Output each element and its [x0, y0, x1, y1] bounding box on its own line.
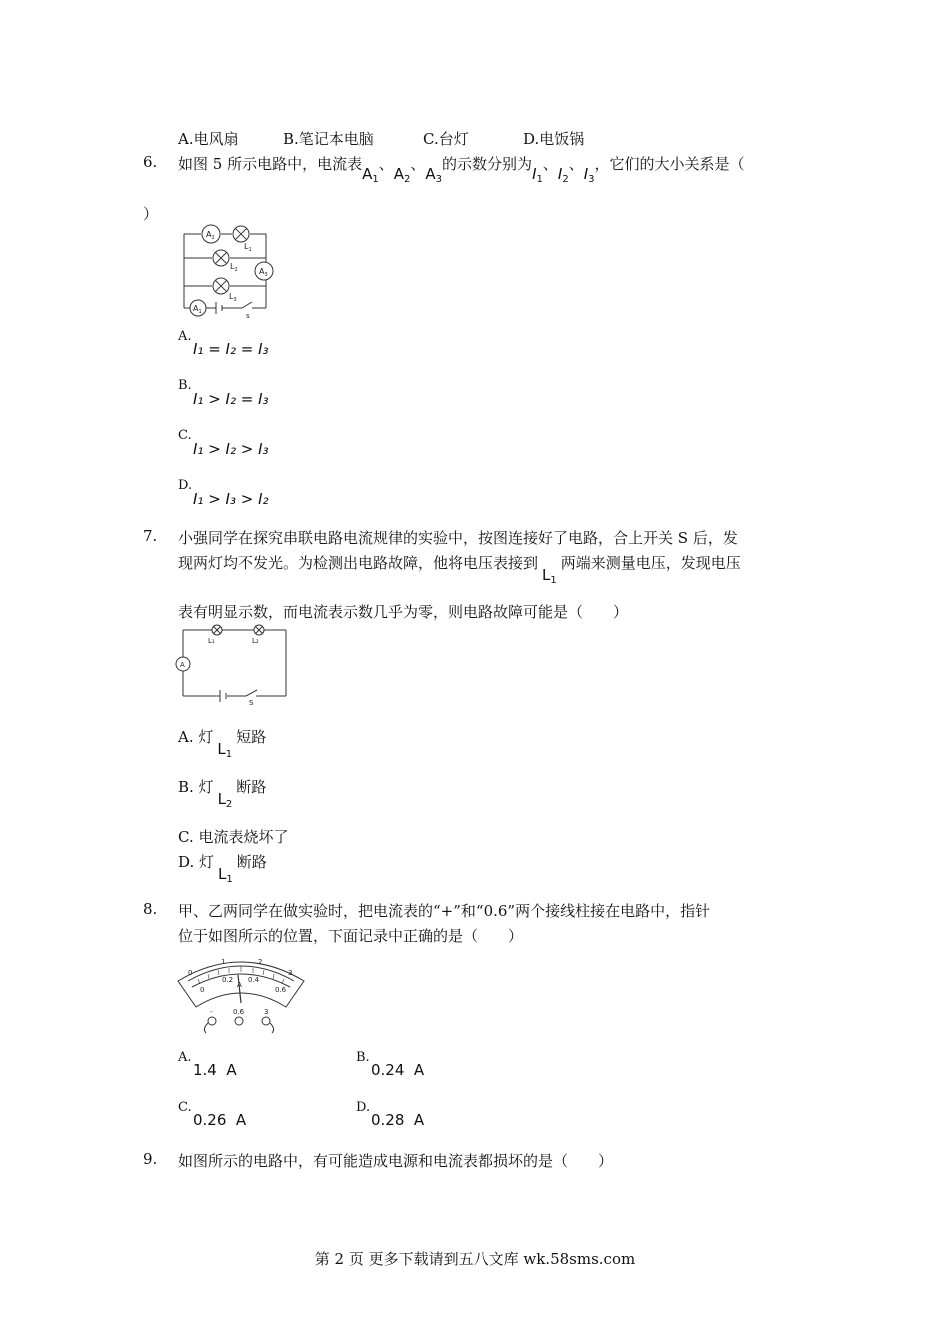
q5-option-c: C.台灯: [423, 130, 469, 148]
svg-text:s: s: [246, 312, 250, 320]
q7-option-a: A. 灯$L_1$短路: [178, 728, 267, 760]
meter-a3: $A_3$: [425, 165, 443, 185]
q8-option-a-label: A.: [178, 1050, 192, 1065]
svg-text:A1: $A_1$: [193, 304, 202, 315]
q7-option-d: D. 灯$L_1$断路: [178, 853, 267, 885]
svg-text:A: A: [237, 981, 242, 989]
q7-line-2: 现两灯均不发光。为检测出电路故障，他将电压表接到$L_1$两端来测量电压，发现电压: [178, 554, 741, 586]
svg-text:0: 0: [188, 969, 193, 977]
current-i2: $I_2$: [557, 165, 569, 185]
svg-text:L1: $L_1$: [244, 242, 252, 253]
q5-option-a: A.电风扇: [178, 130, 239, 148]
q8-option-d-label: D.: [356, 1100, 371, 1115]
q8-option-d-value: 0.28 A: [371, 1111, 425, 1129]
q7-line-3: 表有明显示数，而电流表示数几乎为零，则电路故障可能是（ ）: [178, 603, 629, 621]
svg-text:3: 3: [264, 1008, 269, 1016]
q8-line-2: 位于如图所示的位置，下面记录中正确的是（ ）: [178, 927, 524, 945]
q7-option-c: C. 电流表烧坏了: [178, 828, 289, 846]
svg-text:0.6: 0.6: [275, 986, 287, 994]
q8-line-1: 甲、乙两同学在做实验时，把电流表的“+”和“0.6”两个接线柱接在电路中，指针: [178, 902, 711, 920]
page-footer: 第 2 页 更多下载请到五八文库 wk.58sms.com: [314, 1250, 636, 1268]
q9-number: 9.: [143, 1150, 158, 1168]
q7-line-1: 小强同学在探究串联电路电流规律的实验中，按图连接好了电路，合上开关 S 后，发: [178, 529, 738, 547]
q8-option-c-label: C.: [178, 1100, 192, 1115]
svg-text:0.2: 0.2: [222, 976, 234, 984]
svg-text:S: S: [249, 699, 254, 707]
q8-number: 8.: [143, 900, 158, 918]
q5-option-b: B.笔记本电脑: [283, 130, 374, 148]
q5-option-d: D.电饭锅: [523, 130, 585, 148]
svg-text:-: -: [210, 1008, 213, 1016]
q8-option-b-value: 0.24 A: [371, 1061, 425, 1079]
q7-option-b: B. 灯$L_2$断路: [178, 778, 267, 810]
svg-text:L3: $L_3$: [229, 292, 237, 303]
q6-number: 6.: [143, 153, 158, 171]
q8-option-a-value: 1.4 A: [193, 1061, 237, 1079]
q8-option-c-value: 0.26 A: [193, 1111, 247, 1129]
current-i1: $I_1$: [532, 165, 543, 185]
meter-a2: $A_2$: [393, 165, 411, 185]
svg-text:A: A: [180, 661, 185, 669]
q6-circuit-diagram: [176, 222, 278, 320]
q9-stem: 如图所示的电路中，有可能造成电源和电流表都损坏的是（ ）: [178, 1152, 614, 1170]
q6-option-d-label: D.: [178, 478, 193, 493]
q6-option-a-expr: I₁ = I₂ = I₃: [193, 340, 269, 358]
q6-stem: 如图 5 所示电路中，电流表$A_1$、$A_2$、$A_3$的示数分别为$I_1$、$I_2$、$I_3$，它们的大小关系是（: [178, 155, 745, 185]
q7-number: 7.: [143, 527, 158, 545]
current-i3: $I_3$: [583, 165, 595, 185]
q6-stem-end: ）: [143, 205, 159, 223]
q6-option-c-label: C.: [178, 428, 192, 443]
q8-option-b-label: B.: [356, 1050, 370, 1065]
svg-text:0.4: 0.4: [248, 976, 260, 984]
svg-text:2: 2: [258, 958, 263, 966]
svg-text:L2: $L_2$: [230, 262, 238, 273]
q7-circuit-diagram: [174, 622, 292, 708]
q6-option-a-label: A.: [178, 329, 192, 344]
q6-option-b-expr: I₁ > I₂ = I₃: [193, 390, 269, 408]
svg-text:L₁: L₁: [208, 637, 215, 645]
svg-text:0: 0: [200, 986, 205, 994]
svg-text:A2: $A_2$: [206, 230, 215, 241]
q6-option-c-expr: I₁ > I₂ > I₃: [193, 440, 269, 458]
svg-text:3: 3: [288, 969, 293, 977]
svg-text:0.6: 0.6: [233, 1008, 245, 1016]
svg-text:A3: $A_3$: [259, 267, 268, 278]
svg-text:L₂: L₂: [252, 637, 259, 645]
meter-a1: $A_1$: [362, 165, 379, 185]
svg-text:1: 1: [221, 958, 226, 966]
q6-option-b-label: B.: [178, 378, 192, 393]
q8-ammeter-dial: [174, 951, 308, 1035]
q6-option-d-expr: I₁ > I₃ > I₂: [193, 490, 269, 508]
